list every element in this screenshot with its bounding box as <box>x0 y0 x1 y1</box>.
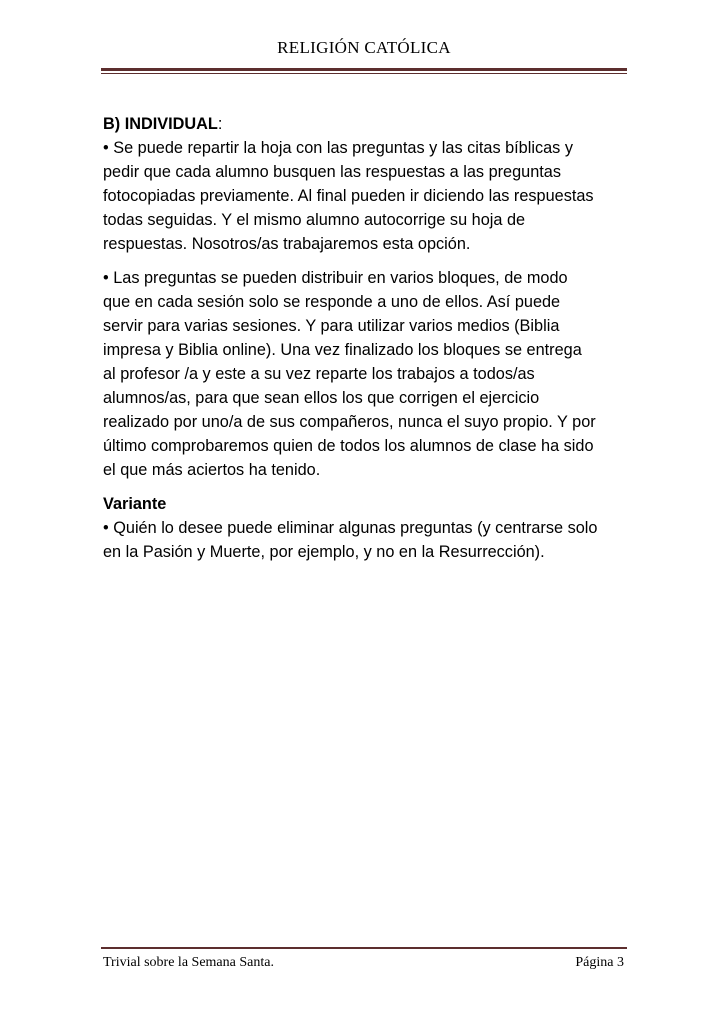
text-line: que en cada sesión solo se responde a uno de ellos. Así puede <box>103 293 561 311</box>
text-line: alumnos/as, para que sean ellos los que corrigen el ejercicio <box>103 389 540 407</box>
text-line: realizado por uno/a de sus compañeros, nunca el suyo propio. Y por <box>103 413 596 431</box>
text-line: servir para varias sesiones. Y para utilizar varios medios (Biblia <box>103 317 560 335</box>
text-line: fotocopiadas previamente. Al final pueden ir diciendo las respuestas <box>103 187 594 205</box>
text-line: el que más aciertos ha tenido. <box>103 461 321 479</box>
section-variante-heading: Variante <box>103 495 167 513</box>
page-header-title: RELIGIÓN CATÓLICA <box>277 38 451 57</box>
text-line: pedir que cada alumno busquen las respuestas a las preguntas <box>103 163 561 181</box>
heading-colon: : <box>217 115 223 133</box>
text-line: impresa y Biblia online). Una vez finalizado los bloques se entrega <box>103 341 582 359</box>
text-line: • Quién lo desee puede eliminar algunas preguntas (y centrarse solo <box>103 519 598 537</box>
footer-rule <box>101 947 627 949</box>
section-individual <box>103 112 633 256</box>
text-line: todas seguidas. Y el mismo alumno autocorrige su hoja de <box>103 211 526 229</box>
section-variante <box>103 492 633 564</box>
text-line: respuestas. Nosotros/as trabajaremos esta opción. <box>103 235 471 253</box>
text-line: al profesor /a y este a su vez reparte los trabajos a todos/as <box>103 365 535 383</box>
footer-document-title: Trivial sobre la Semana Santa. <box>103 955 274 970</box>
footer-page-number: Página 3 <box>575 955 624 970</box>
header-rule-thick <box>101 68 627 71</box>
text-line: último comprobaremos quien de todos los alumnos de clase ha sido <box>103 437 594 455</box>
section-individual-heading-line <box>103 112 633 136</box>
text-line: • Las preguntas se pueden distribuir en varios bloques, de modo <box>103 269 568 287</box>
text-line: en la Pasión y Muerte, por ejemplo, y no en la Resurrección). <box>103 543 545 561</box>
section-individual-heading: B) INDIVIDUAL <box>103 115 218 133</box>
header-rule-thin <box>101 73 627 74</box>
section-blocks <box>103 266 633 482</box>
document-body <box>103 112 633 574</box>
text-line: • Se puede repartir la hoja con las preguntas y las citas bíblicas y <box>103 139 573 157</box>
